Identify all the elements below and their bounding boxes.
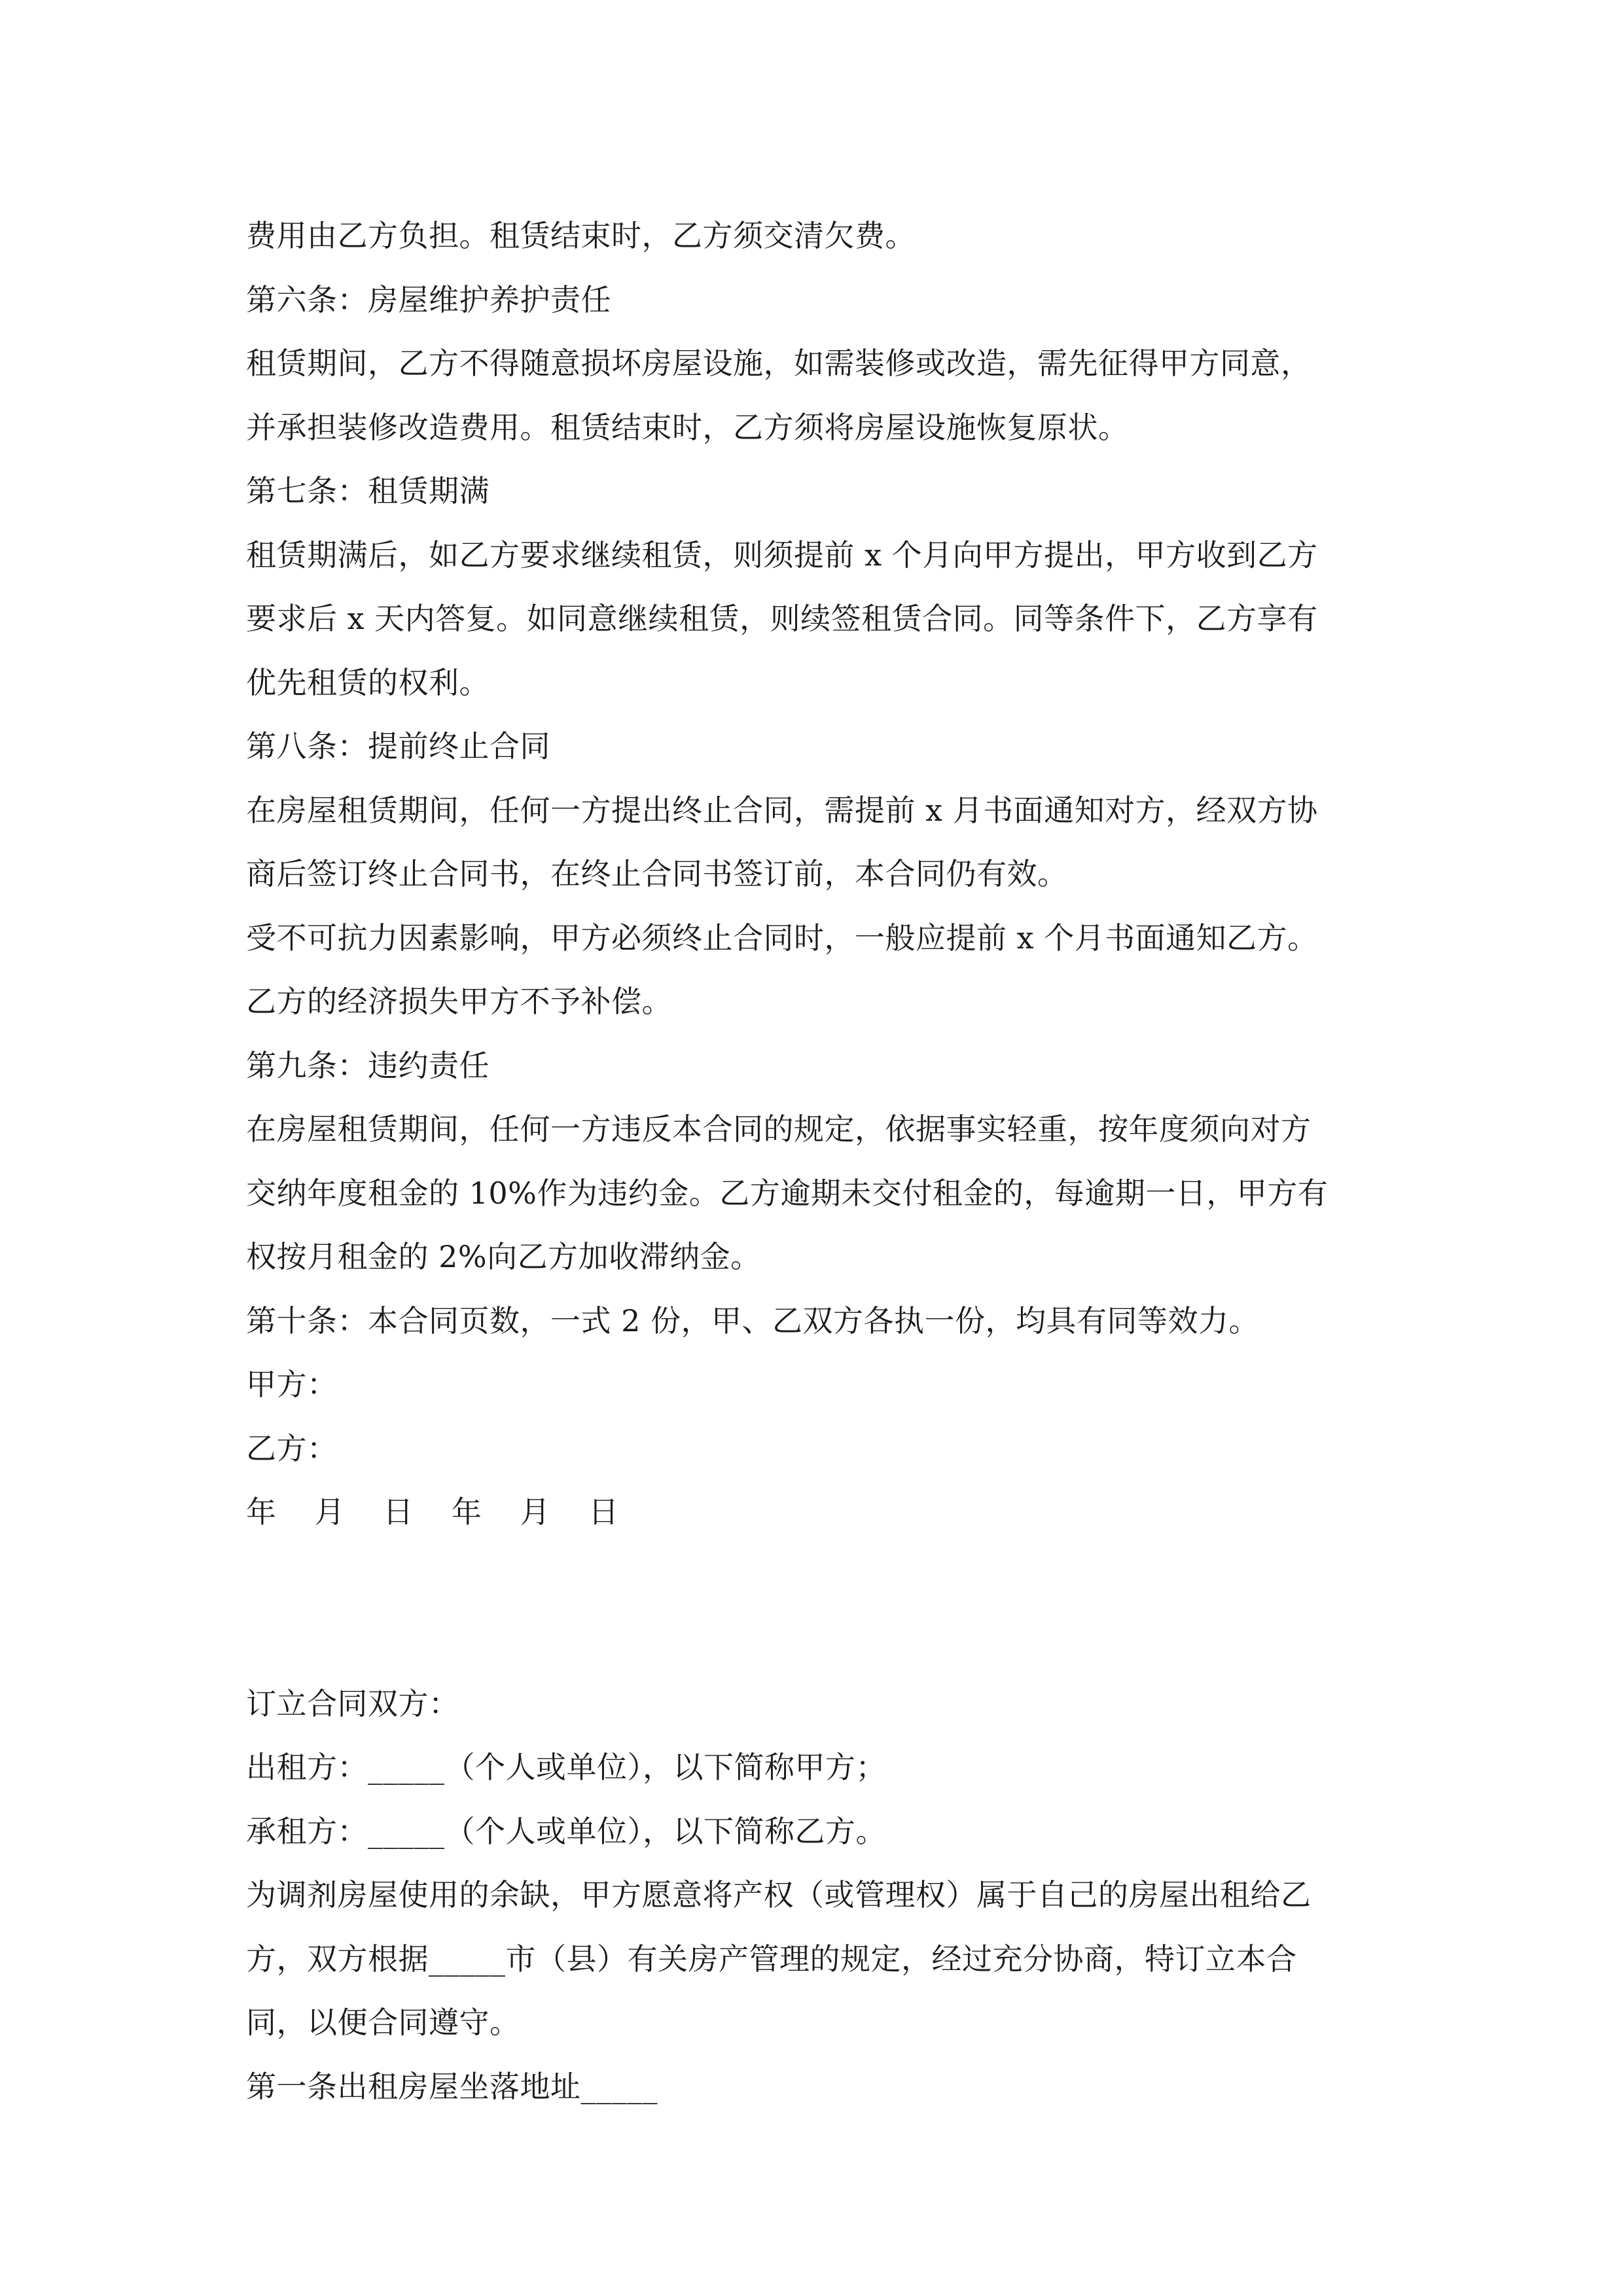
- paragraph-line: 并承担装修改造费用。租赁结束时，乙方须将房屋设施恢复原状。: [246, 409, 1129, 445]
- blank-gap: [246, 1545, 1385, 1672]
- section-heading-7: 第七条：租赁期满: [246, 473, 490, 509]
- paragraph-line: 为调剂房屋使用的余缺，甲方愿意将产权（或管理权）属于自己的房屋出租给乙: [246, 1877, 1311, 1912]
- paragraph-line: 租赁期满后，如乙方要求继续租赁，则须提前 x 个月向甲方提出，甲方收到乙方: [246, 537, 1318, 573]
- paragraph-line: 同，以便合同遵守。: [246, 2005, 520, 2040]
- paragraph-line: 租赁期间，乙方不得随意损坏房屋设施，如需装修或改造，需先征得甲方同意，: [246, 346, 1311, 381]
- section-heading-6: 第六条：房屋维护养护责任: [246, 281, 611, 317]
- section-heading-9: 第九条：违约责任: [246, 1047, 490, 1083]
- lessor-line: 出租方：_____（个人或单位），以下简称甲方；: [246, 1749, 886, 1785]
- paragraph-line: 在房屋租赁期间，任何一方违反本合同的规定，依据事实轻重，按年度须向对方: [246, 1111, 1311, 1147]
- paragraph-line: 受不可抗力因素影响，甲方必须终止合同时，一般应提前 x 个月书面通知乙方。: [246, 920, 1318, 956]
- document-body: [246, 204, 1385, 2119]
- paragraph-line: 在房屋租赁期间，任何一方提出终止合同，需提前 x 月书面通知对方，经双方协: [246, 792, 1318, 828]
- paragraph-line: 要求后 x 天内答复。如同意继续租赁，则续签租赁合同。同等条件下，乙方享有: [246, 601, 1318, 636]
- lessee-line: 承租方：_____（个人或单位），以下简称乙方。: [246, 1813, 886, 1849]
- section-heading-1: 第一条出租房屋坐落地址_____: [246, 2068, 658, 2104]
- section-heading-10: 第十条：本合同页数，一式 2 份，甲、乙双方各执一份，均具有同等效力。: [246, 1302, 1260, 1338]
- party-b-signature-line: 乙方：: [246, 1430, 338, 1466]
- party-a-signature-line: 甲方：: [246, 1367, 338, 1402]
- paragraph-line: 权按月租金的 2%向乙方加收滞纳金。: [246, 1239, 761, 1274]
- paragraph-line: 乙方的经济损失甲方不予补偿。: [246, 984, 672, 1019]
- paragraph-line: 交纳年度租金的 10%作为违约金。乙方逾期未交付租金的，每逾期一日，甲方有: [246, 1175, 1329, 1211]
- date-line: 年 月 日 年 月 日: [246, 1494, 633, 1530]
- paragraph-line: 方，双方根据_____市（县）有关房产管理的规定，经过充分协商，特订立本合: [246, 1941, 1297, 1977]
- paragraph-line: 优先租赁的权利。: [246, 664, 490, 700]
- contract-parties-heading: 订立合同双方：: [246, 1685, 459, 1721]
- paragraph-line: 商后签订终止合同书，在终止合同书签订前，本合同仍有效。: [246, 856, 1068, 891]
- section-heading-8: 第八条：提前终止合同: [246, 728, 550, 764]
- paragraph-line: 费用由乙方负担。租赁结束时，乙方须交清欠费。: [246, 218, 916, 253]
